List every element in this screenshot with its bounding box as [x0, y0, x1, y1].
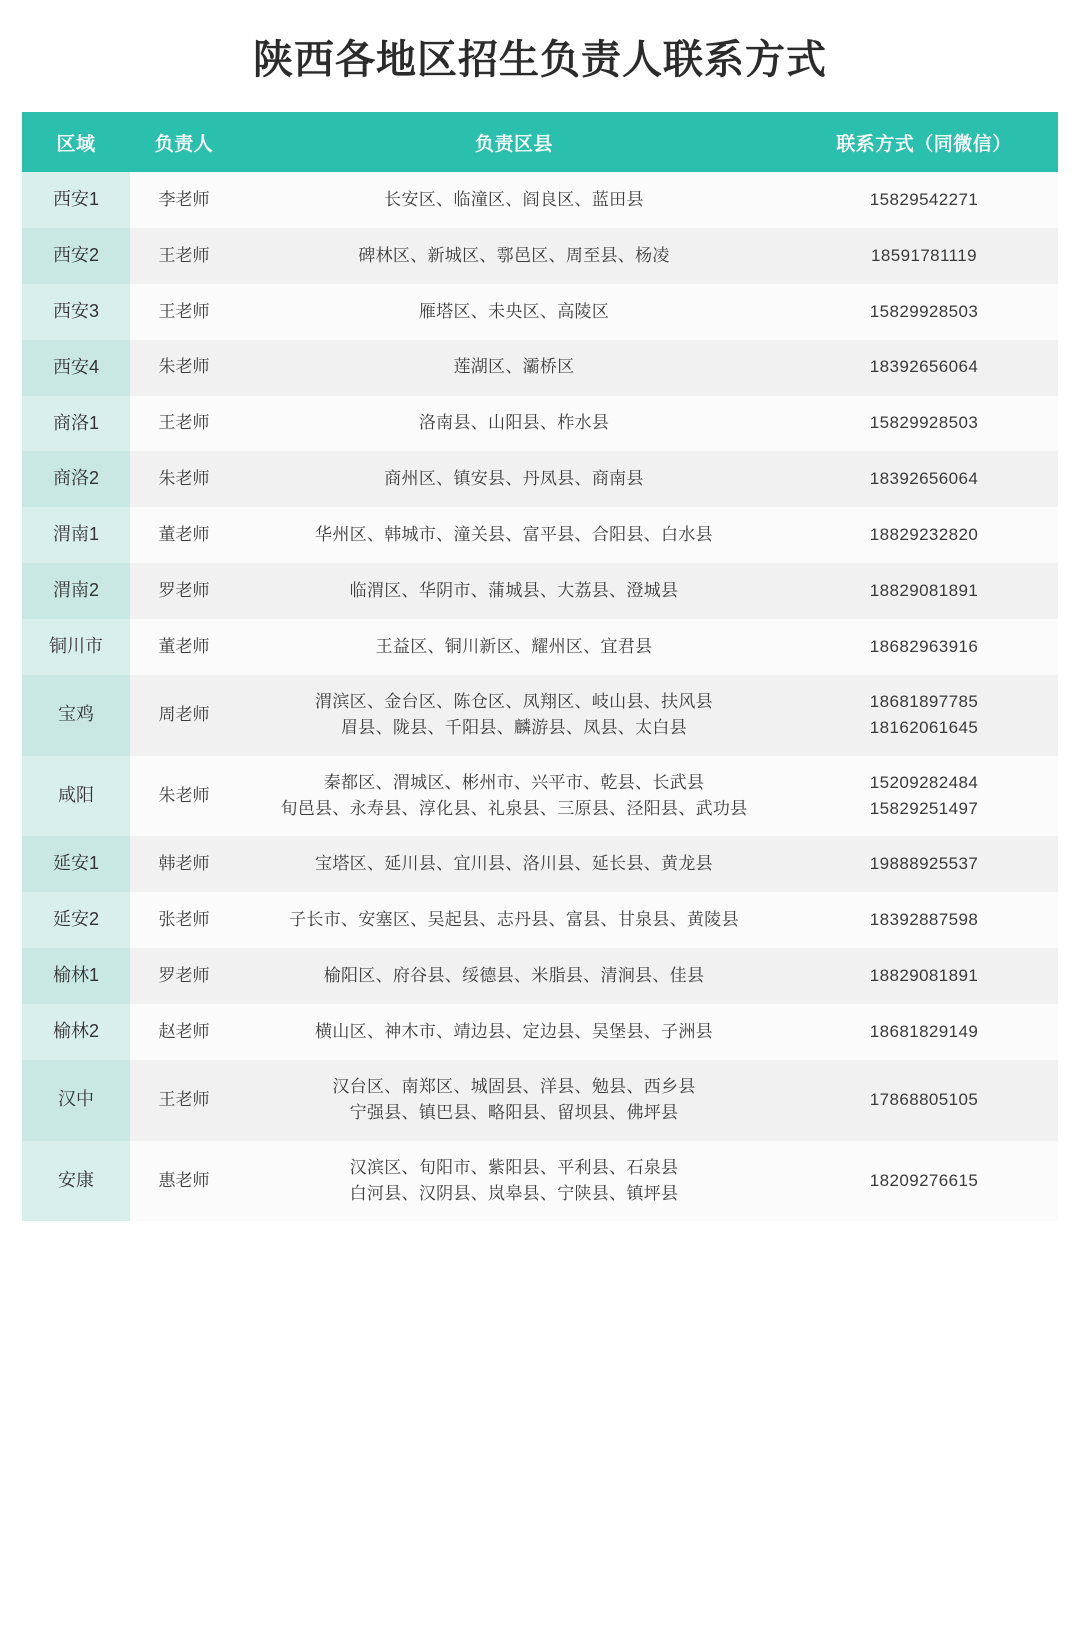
cell-areas-line: 白河县、汉阴县、岚皋县、宁陕县、镇坪县: [349, 1183, 679, 1203]
table-body: [22, 172, 1058, 1221]
cell-phone-line: 19888925537: [869, 854, 979, 874]
table-row: [22, 1060, 1058, 1141]
cell-region: 宝鸡: [22, 675, 130, 756]
cell-region: 榆林2: [22, 1004, 130, 1060]
cell-phone-line: 18392656064: [869, 357, 979, 377]
table-row: [22, 619, 1058, 675]
cell-areas-line: 旬邑县、永寿县、淳化县、礼泉县、三原县、泾阳县、武功县: [280, 799, 748, 819]
table-row: [22, 675, 1058, 756]
cell-areas: [238, 507, 790, 563]
cell-region: 西安2: [22, 228, 130, 284]
cell-areas: [238, 284, 790, 340]
cell-phone-line: 15209282484: [869, 772, 979, 792]
table-row: [22, 892, 1058, 948]
cell-region: 咸阳: [22, 756, 130, 837]
table-row: [22, 451, 1058, 507]
page-title: 陕西各地区招生负责人联系方式: [253, 38, 827, 82]
cell-areas-line: 碑林区、新城区、鄠邑区、周至县、杨凌: [358, 245, 670, 265]
recruitment-contacts-table: [22, 112, 1058, 1221]
table-row: [22, 396, 1058, 452]
cell-phone-line: 15829542271: [869, 189, 979, 209]
cell-region: 商洛1: [22, 396, 130, 452]
cell-person: 赵老师: [130, 1004, 238, 1060]
cell-phone-line: 18829081891: [869, 581, 979, 600]
table-row: [22, 948, 1058, 1004]
cell-areas-line: 宝塔区、延川县、宜川县、洛川县、延长县、黄龙县: [315, 854, 713, 874]
cell-region: 渭南1: [22, 507, 130, 563]
cell-areas-line: 宁强县、镇巴县、略阳县、留坝县、佛坪县: [349, 1103, 679, 1123]
cell-person: 张老师: [130, 892, 238, 948]
cell-phone: [790, 563, 1058, 619]
cell-areas-line: 汉滨区、旬阳市、紫阳县、平利县、石泉县: [349, 1157, 679, 1177]
cell-phone-line: 18682963916: [869, 636, 979, 656]
cell-phone-line: 15829928503: [869, 301, 979, 321]
cell-region: 榆林1: [22, 948, 130, 1004]
cell-person: 王老师: [130, 1060, 238, 1141]
cell-areas-line: 汉台区、南郑区、城固县、洋县、勉县、西乡县: [332, 1076, 696, 1096]
table-row: [22, 563, 1058, 619]
cell-phone: [790, 284, 1058, 340]
cell-areas-line: 秦都区、渭城区、彬州市、兴平市、乾县、长武县: [323, 772, 705, 792]
cell-phone-line: 15829928503: [869, 413, 979, 433]
cell-areas: [238, 340, 790, 396]
cell-areas: [238, 172, 790, 228]
cell-areas: [238, 563, 790, 619]
cell-person: 周老师: [130, 675, 238, 756]
cell-phone: [790, 228, 1058, 284]
cell-areas: [238, 451, 790, 507]
cell-areas-line: 临渭区、华阴市、蒲城县、大荔县、澄城县: [349, 581, 679, 600]
cell-region: 西安1: [22, 172, 130, 228]
cell-areas-line: 华州区、韩城市、潼关县、富平县、合阳县、白水县: [315, 525, 713, 545]
cell-areas-line: 雁塔区、未央区、高陵区: [418, 301, 610, 321]
cell-phone-line: 18209276615: [869, 1170, 979, 1190]
cell-region: 商洛2: [22, 451, 130, 507]
cell-areas-line: 莲湖区、灞桥区: [453, 357, 575, 377]
table-row: [22, 228, 1058, 284]
table-row: [22, 756, 1058, 837]
table-row: [22, 284, 1058, 340]
cell-areas: [238, 892, 790, 948]
cell-phone: [790, 1141, 1058, 1222]
cell-phone: [790, 396, 1058, 452]
cell-phone: [790, 892, 1058, 948]
cell-phone-line: 18829232820: [869, 525, 979, 545]
cell-areas-line: 王益区、铜川新区、耀州区、宜君县: [375, 636, 653, 656]
cell-person: 朱老师: [130, 340, 238, 396]
cell-areas: [238, 836, 790, 892]
table-row: [22, 1004, 1058, 1060]
column-header-person: 负责人: [130, 112, 238, 172]
cell-person: 朱老师: [130, 756, 238, 837]
cell-region: 汉中: [22, 1060, 130, 1141]
cell-person: 董老师: [130, 619, 238, 675]
cell-phone: [790, 451, 1058, 507]
cell-areas: [238, 1004, 790, 1060]
cell-phone: [790, 836, 1058, 892]
cell-areas-line: 横山区、神木市、靖边县、定边县、吴堡县、子洲县: [315, 1021, 713, 1041]
cell-areas-line: 眉县、陇县、千阳县、麟游县、凤县、太白县: [341, 718, 687, 738]
cell-phone: [790, 619, 1058, 675]
cell-areas-line: 渭滨区、金台区、陈仓区、凤翔区、岐山县、扶风县: [315, 692, 713, 712]
table-header-row: [22, 112, 1058, 172]
cell-areas: [238, 1060, 790, 1141]
cell-person: 李老师: [130, 172, 238, 228]
table-row: [22, 507, 1058, 563]
cell-phone: [790, 340, 1058, 396]
cell-areas: [238, 756, 790, 837]
table-header: [22, 112, 1058, 172]
cell-region: 渭南2: [22, 563, 130, 619]
cell-phone-line: 17868805105: [869, 1090, 979, 1110]
table-row: [22, 836, 1058, 892]
cell-phone-line: 18392656064: [869, 469, 979, 489]
cell-areas: [238, 1141, 790, 1222]
cell-region: 铜川市: [22, 619, 130, 675]
cell-person: 韩老师: [130, 836, 238, 892]
cell-phone: [790, 1060, 1058, 1141]
column-header-region: 区域: [22, 112, 130, 172]
cell-region: 安康: [22, 1141, 130, 1222]
cell-phone-line: 18681897785: [869, 692, 979, 712]
cell-areas: [238, 396, 790, 452]
cell-person: 惠老师: [130, 1141, 238, 1222]
cell-areas-line: 子长市、安塞区、吴起县、志丹县、富县、甘泉县、黄陵县: [289, 910, 739, 930]
cell-phone: [790, 172, 1058, 228]
cell-person: 王老师: [130, 228, 238, 284]
cell-phone-line: 18162061645: [869, 718, 979, 738]
cell-areas-line: 洛南县、山阳县、柞水县: [418, 413, 610, 433]
table-row: [22, 340, 1058, 396]
cell-phone: [790, 756, 1058, 837]
cell-phone-line: 18392887598: [869, 910, 979, 930]
cell-person: 罗老师: [130, 948, 238, 1004]
cell-person: 王老师: [130, 284, 238, 340]
cell-person: 董老师: [130, 507, 238, 563]
cell-phone: [790, 948, 1058, 1004]
cell-phone: [790, 675, 1058, 756]
cell-phone-line: 18591781119: [871, 245, 977, 265]
cell-areas: [238, 948, 790, 1004]
cell-areas-line: 榆阳区、府谷县、绥德县、米脂县、清涧县、佳县: [323, 965, 705, 985]
cell-areas-line: 商州区、镇安县、丹凤县、商南县: [384, 469, 644, 489]
table-row: [22, 172, 1058, 228]
cell-phone: [790, 1004, 1058, 1060]
cell-areas: [238, 619, 790, 675]
cell-phone: [790, 507, 1058, 563]
cell-person: 罗老师: [130, 563, 238, 619]
cell-areas: [238, 675, 790, 756]
cell-region: 延安1: [22, 836, 130, 892]
cell-region: 延安2: [22, 892, 130, 948]
cell-person: 王老师: [130, 396, 238, 452]
table-row: [22, 1141, 1058, 1222]
cell-person: 朱老师: [130, 451, 238, 507]
cell-areas: [238, 228, 790, 284]
cell-areas-line: 长安区、临潼区、阎良区、蓝田县: [384, 189, 644, 209]
cell-phone-line: 15829251497: [869, 799, 979, 819]
cell-phone-line: 18829081891: [869, 965, 979, 985]
cell-phone-line: 18681829149: [869, 1021, 979, 1041]
cell-region: 西安4: [22, 340, 130, 396]
column-header-areas: 负责区县: [238, 112, 790, 172]
cell-region: 西安3: [22, 284, 130, 340]
document-page: [0, 34, 1080, 1221]
column-header-phone: 联系方式（同微信）: [790, 112, 1058, 172]
